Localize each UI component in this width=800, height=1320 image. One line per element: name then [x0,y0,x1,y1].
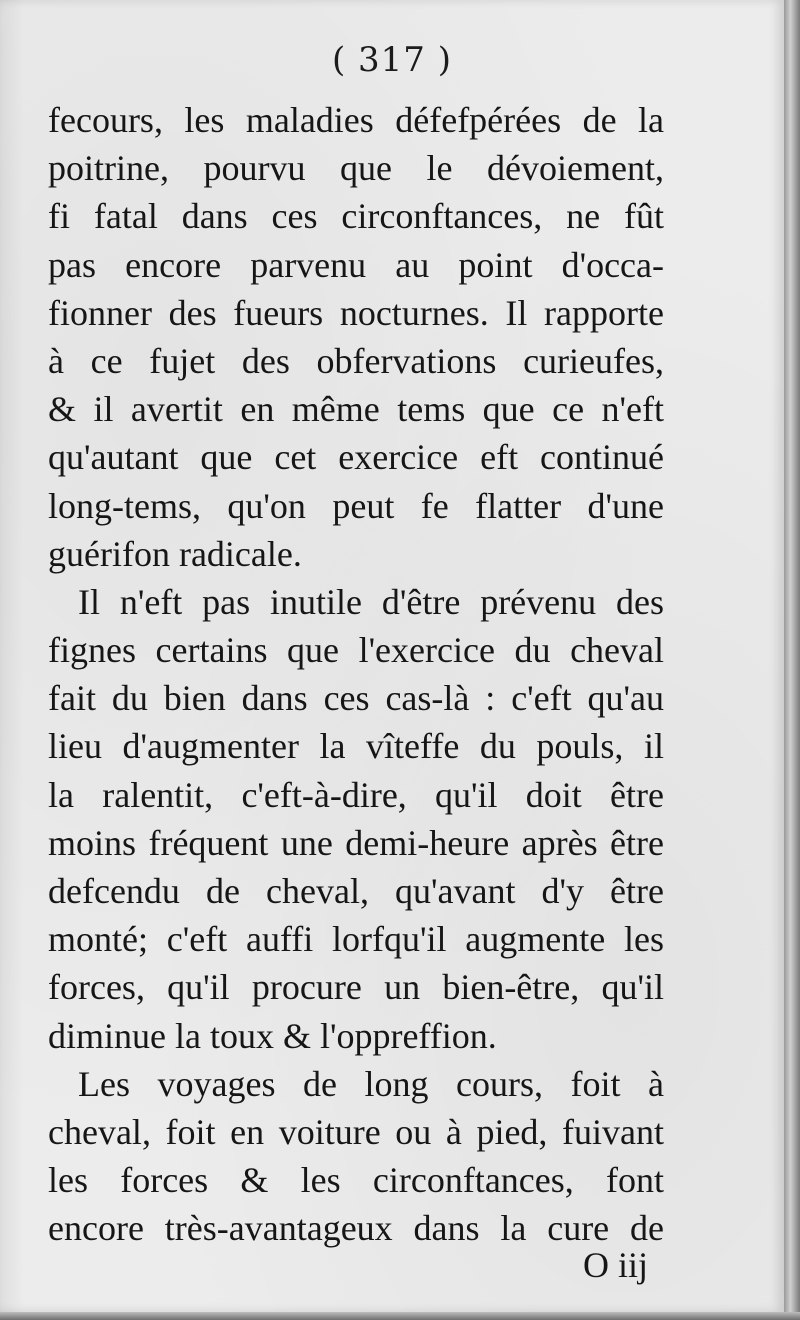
text-line: moins fréquent une demi-heure après être [48,822,664,863]
text-line: qu'autant que cet exercice eft continué [48,437,664,478]
signature-mark: O iij [582,1245,648,1285]
text-line: poitrine, pourvu que le dévoiement, [48,148,664,189]
text-line: fecours, les maladies défefpérées de la [48,100,664,140]
page-edge-bottom [0,1312,800,1320]
text-line: fi fatal dans ces circonftances, ne fût [48,196,664,237]
page-body [48,96,664,1253]
text-line: Les voyages de long cours, foit à [78,1063,664,1104]
text-line: les forces & les circonftances, font [48,1160,664,1201]
text-line: Il n'eft pas inutile d'être prévenu des [78,581,664,622]
text-line: pas encore parvenu au point d'occa- [48,244,664,285]
text-line: fignes certains que l'exercice du cheval [48,630,664,671]
text-line: forces, qu'il procure un bien-être, qu'il [48,967,664,1008]
text-line: à ce fujet des obfervations curieufes, [48,340,664,381]
page-edge-right [784,0,800,1320]
text-line: encore très-avantageux dans la cure de [48,1208,664,1249]
page-number: ( 317 ) [331,40,453,80]
text-line: lieu d'augmenter la vîteffe du pouls, il [48,726,664,767]
text-line: & il avertit en même tems que ce n'eft [48,389,664,430]
text-line: defcendu de cheval, qu'avant d'y être [48,871,664,911]
text-line: diminue la toux & l'oppreffion. [48,1015,497,1056]
text-line: long-tems, qu'on peut fe flatter d'une [48,485,664,526]
text-line: monté; c'eft auffi lorfqu'il augmente les [48,919,664,960]
text-line: fionner des fueurs nocturnes. Il rapporte [48,292,664,333]
text-line: la ralentit, c'eft-à-dire, qu'il doit être [48,774,664,815]
text-line: fait du bien dans ces cas-là : c'eft qu'au [48,678,664,719]
text-line: guérifon radicale. [48,533,302,574]
text-line: cheval, foit en voiture ou à pied, fuivant [48,1111,664,1152]
